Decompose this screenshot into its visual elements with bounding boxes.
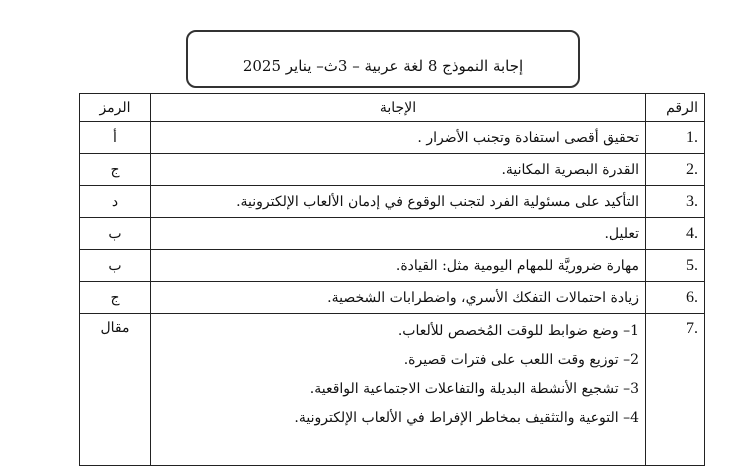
essay-answer — [151, 314, 646, 466]
row-symbol: أ — [80, 122, 151, 154]
essay-line: 2– توزيع وقت اللعب على فترات قصيرة. — [403, 352, 639, 368]
table-row — [80, 218, 705, 250]
table-row — [80, 186, 705, 218]
table-row — [80, 122, 705, 154]
row-number: 5. — [646, 250, 705, 282]
table-row — [80, 282, 705, 314]
header-symbol: الرمز — [80, 94, 151, 122]
table-row — [80, 154, 705, 186]
header-number: الرقم — [646, 94, 705, 122]
row-symbol: ب — [80, 218, 151, 250]
row-answer: تحقيق أقصى استفادة وتجنب الأضرار . — [151, 122, 646, 154]
row-symbol: ج — [80, 154, 151, 186]
page-title-box — [186, 30, 580, 88]
row-number: 3. — [646, 186, 705, 218]
row-number: 2. — [646, 154, 705, 186]
table-row-essay — [80, 314, 705, 466]
row-symbol: ج — [80, 282, 151, 314]
essay-line: 1– وضع ضوابط للوقت المُخصص للألعاب. — [397, 323, 639, 339]
table-header-row — [80, 94, 705, 122]
page-title: إجابة النموذج 8 لغة عربية – 3ث– يناير 2025 — [242, 57, 524, 75]
essay-line: 3– تشجيع الأنشطة البديلة والتفاعلات الاجتماعية الواقعية. — [309, 381, 639, 397]
table-row — [80, 250, 705, 282]
answers-table — [79, 93, 705, 466]
row-number: 7. — [646, 314, 705, 466]
header-answer: الإجابة — [151, 94, 646, 122]
row-symbol: مقال — [80, 314, 151, 466]
row-number: 1. — [646, 122, 705, 154]
row-number: 4. — [646, 218, 705, 250]
row-symbol: د — [80, 186, 151, 218]
row-number: 6. — [646, 282, 705, 314]
row-symbol: ب — [80, 250, 151, 282]
row-answer: زيادة احتمالات التفكك الأسري، واضطرابات الشخصية. — [151, 282, 646, 314]
row-answer: تعليل. — [151, 218, 646, 250]
row-answer: القدرة البصرية المكانية. — [151, 154, 646, 186]
row-answer: مهارة ضروريَّة للمهام اليومية مثل: القيادة. — [151, 250, 646, 282]
row-answer: التأكيد على مسئولية الفرد لتجنب الوقوع في إدمان الألعاب الإلكترونية. — [151, 186, 646, 218]
essay-line: 4– التوعية والتثقيف بمخاطر الإفراط في الألعاب الإلكترونية. — [294, 410, 639, 426]
